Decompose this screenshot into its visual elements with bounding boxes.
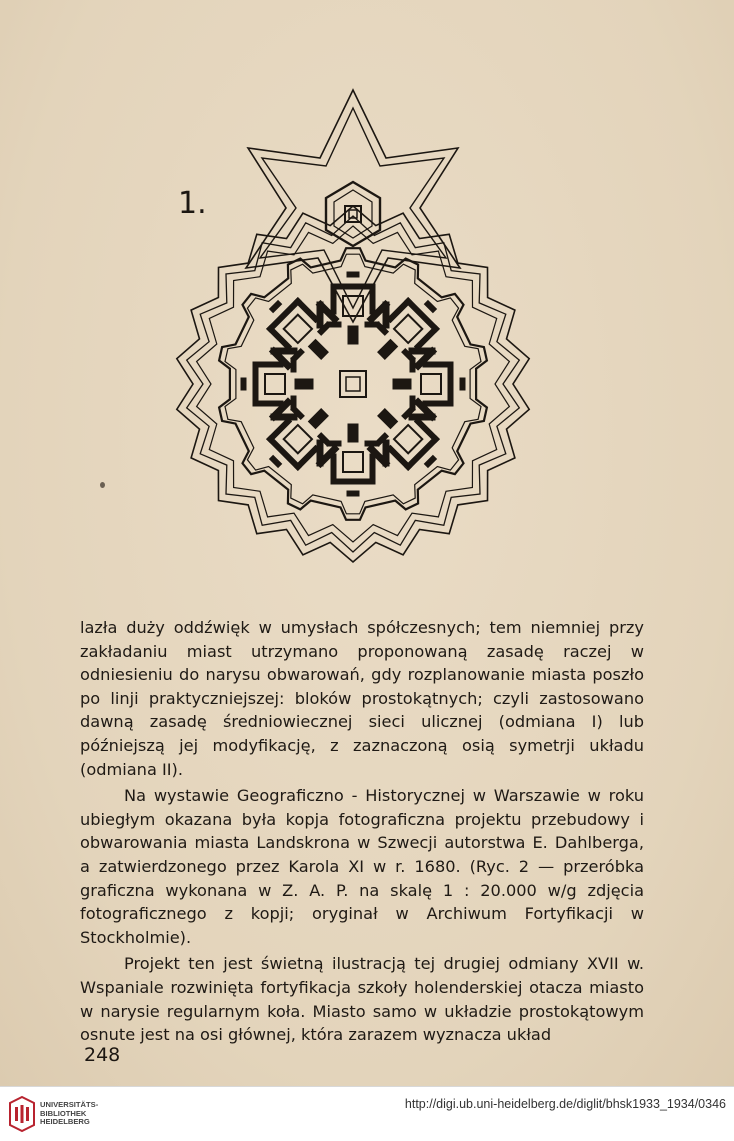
city-block: [387, 298, 412, 323]
city-block: [347, 272, 359, 277]
city-block: [253, 362, 258, 406]
city-block: [423, 401, 453, 406]
city-block: [348, 326, 358, 344]
city-block: [331, 479, 375, 484]
paper-speck: [100, 482, 105, 488]
city-block: [241, 378, 246, 390]
city-block: [308, 339, 328, 359]
city-block: [383, 440, 389, 466]
city-block: [448, 362, 453, 406]
library-line-2: BIBLIOTHEK: [40, 1108, 87, 1118]
city-block: [348, 424, 358, 442]
city-block: [460, 378, 465, 390]
city-block: [265, 374, 285, 394]
city-block: [421, 374, 441, 394]
city-block: [343, 296, 363, 316]
fortified-city-plan-figure: [168, 86, 538, 586]
city-block: [267, 325, 292, 350]
city-block: [295, 379, 313, 389]
city-block: [424, 301, 436, 313]
city-block: [410, 358, 415, 372]
paragraph-3: Projekt ten jest świetną ilustracją tej drugiej odmiany XVII w. Wspaniale rozwinięta fortyfikacja szkoły holenderskiej otacza miasto w narysie regularnym koła. Miasto samo w układzie prostokątowym osnute jest na osi głównej, która zarazem wyznacza układ: [80, 954, 644, 1045]
city-block: [370, 284, 375, 314]
city-block: [284, 315, 312, 343]
city-block: [393, 379, 411, 389]
viewer-footer: [0, 1086, 734, 1141]
city-block: [294, 446, 319, 471]
city-block: [331, 454, 336, 484]
city-block: [271, 414, 297, 420]
city-block: [409, 348, 435, 354]
city-block: [284, 425, 312, 453]
city-block: [423, 362, 453, 367]
page-number: 248: [84, 1044, 121, 1066]
city-block: [394, 425, 422, 453]
city-block: [370, 454, 375, 484]
city-block: [347, 491, 359, 496]
city-block: [424, 455, 436, 467]
city-block: [270, 455, 282, 467]
city-block: [267, 418, 292, 443]
city-block: [294, 298, 319, 323]
city-block: [308, 409, 328, 429]
city-block: [343, 452, 363, 472]
city-block: [387, 446, 412, 471]
source-url-link[interactable]: http://digi.ub.uni-heidelberg.de/diglit/bhsk1933_1934/0346: [404, 1097, 726, 1111]
body-text: [80, 616, 644, 1050]
city-block: [253, 362, 283, 367]
city-block: [331, 284, 336, 314]
city-block: [378, 409, 398, 429]
university-library-logo-icon[interactable]: [8, 1095, 36, 1133]
city-block: [365, 441, 379, 446]
city-block: [378, 339, 398, 359]
city-block: [394, 315, 422, 343]
city-block: [253, 401, 283, 406]
city-block: [291, 396, 296, 410]
city-block: [331, 284, 375, 289]
paragraph-1: lazła duży oddźwięk w umysłach spółczesnych; tem niemniej przy zakładaniu miast utrzymano proponowaną zasadę raczej w odniesieniu do narysu obwarowań, gdy rozplanowanie miasta poszło po linji praktyczniejszej: bloków prostokątnych; czyli zastosowano dawną zasadę średniowiecznej sieci ulicznej (odmiana I) lub późniejszą jej modyfikację, z zaznaczoną osią symetrji układu (odmiana II).: [80, 618, 644, 779]
city-block: [270, 301, 282, 313]
library-name[interactable]: [40, 1101, 98, 1127]
library-line-3: HEIDELBERG: [40, 1117, 90, 1127]
library-line-1: UNIVERSITÄTS-: [40, 1100, 99, 1109]
city-block: [415, 325, 440, 350]
figure-number: 1.: [178, 186, 207, 221]
paragraph-2: Na wystawie Geograficzno - Historycznej w Warszawie w roku ubiegłym okazana była kopja fotograficzna projektu przebudowy i obwarowania miasta Landskrona w Szwecji autorstwa E. Dahlberga, a zatwierdzonego przez Karola XI w r. 1680. (Ryc. 2 — przeróbka graficzna wykonana w Z. A. P. na skalę 1 : 20.000 w/g zdjęcia fotograficznego z kopji; oryginał w Archiwum Fortyfikacji w Stockholmie).: [80, 786, 644, 947]
city-block: [415, 418, 440, 443]
